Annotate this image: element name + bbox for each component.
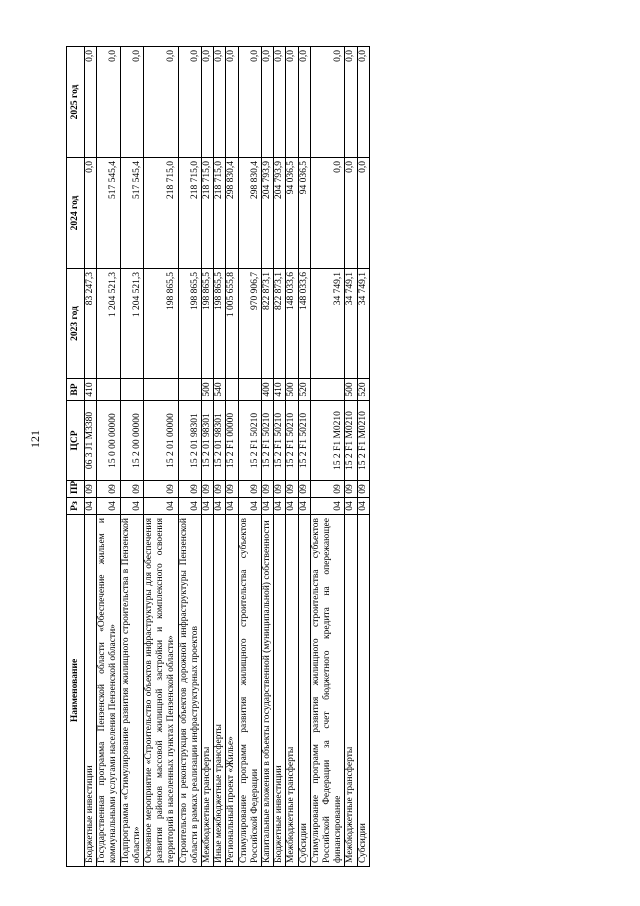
row-csr: 06 3 J1 M3380	[85, 401, 97, 481]
row-csr: 15 2 01 98301	[214, 401, 226, 481]
row-2024: 218 715,0	[202, 158, 214, 269]
row-vr	[97, 379, 120, 401]
row-name: Субсидии	[357, 515, 369, 867]
row-name: Бюджетные инвестиции	[274, 515, 286, 867]
table-row	[298, 47, 310, 867]
row-2025: 0,0	[120, 47, 143, 158]
row-csr: 15 2 F1 M0210	[310, 401, 345, 481]
row-vr: 410	[274, 379, 286, 401]
row-rz: 04	[310, 498, 345, 515]
row-csr: 15 2 F1 50210	[286, 401, 298, 481]
budget-table-page	[66, 47, 576, 867]
table-row	[262, 47, 274, 867]
row-vr: 500	[286, 379, 298, 401]
row-rz: 04	[97, 498, 120, 515]
row-name: Региональный проект «Жилье»	[226, 515, 238, 867]
row-pr: 09	[274, 481, 286, 498]
row-pr: 09	[202, 481, 214, 498]
row-2025: 0,0	[262, 47, 274, 158]
row-name: Стимулирование программ развития жилищного строительства субъектов Российской Федерации за счет бюджетного кредита на опережающее финансирование	[310, 515, 345, 867]
row-rz: 04	[178, 498, 201, 515]
row-2024: 298 830,4	[238, 158, 261, 269]
header-vr: ВР	[67, 379, 85, 401]
row-2023: 34 749,1	[357, 269, 369, 379]
row-rz: 04	[286, 498, 298, 515]
row-pr: 09	[345, 481, 357, 498]
row-csr: 15 2 01 98301	[178, 401, 201, 481]
row-2025: 0,0	[202, 47, 214, 158]
row-name: Межбюджетные трансферты	[286, 515, 298, 867]
table-row	[120, 47, 143, 867]
row-csr: 15 2 F1 M0210	[357, 401, 369, 481]
row-2024: 218 715,0	[144, 158, 179, 269]
row-rz: 04	[238, 498, 261, 515]
budget-table	[66, 46, 370, 867]
row-rz: 04	[345, 498, 357, 515]
row-2023: 148 033,6	[298, 269, 310, 379]
table-row	[202, 47, 214, 867]
row-pr: 09	[178, 481, 201, 498]
row-vr: 400	[262, 379, 274, 401]
table-row	[345, 47, 357, 867]
header-2023: 2023 год	[67, 269, 85, 379]
row-vr: 500	[202, 379, 214, 401]
row-rz: 04	[298, 498, 310, 515]
row-pr: 09	[85, 481, 97, 498]
row-2023: 1 204 521,3	[120, 269, 143, 379]
header-rz: Рз	[67, 498, 85, 515]
row-vr: 520	[357, 379, 369, 401]
row-2025: 0,0	[310, 47, 345, 158]
row-name: Основное мероприятие «Строительство объектов инфраструктуры для обеспечения развития районов массовой жилищной застройки и комплексного освоения территорий в населенных пунктах Пензенской области»	[144, 515, 179, 867]
row-csr: 15 2 F1 50210	[274, 401, 286, 481]
row-pr: 09	[238, 481, 261, 498]
row-2025: 0,0	[298, 47, 310, 158]
table-row	[310, 47, 345, 867]
row-pr: 09	[310, 481, 345, 498]
row-csr: 15 0 00 00000	[97, 401, 120, 481]
row-rz: 04	[357, 498, 369, 515]
row-name: Межбюджетные трансферты	[345, 515, 357, 867]
row-pr: 09	[144, 481, 179, 498]
row-2025: 0,0	[286, 47, 298, 158]
row-2023: 198 865,5	[202, 269, 214, 379]
row-2024: 517 545,4	[97, 158, 120, 269]
row-2025: 0,0	[226, 47, 238, 158]
row-name: Государственная программа Пензенской области «Обеспечение жильем и коммунальными услугами населения Пензенской области»	[97, 515, 120, 867]
row-rz: 04	[202, 498, 214, 515]
row-csr: 15 2 F1 M0210	[345, 401, 357, 481]
row-pr: 09	[97, 481, 120, 498]
row-pr: 09	[262, 481, 274, 498]
row-2024: 298 830,4	[226, 158, 238, 269]
row-2023: 970 906,7	[238, 269, 261, 379]
row-vr: 500	[345, 379, 357, 401]
row-name: Стимулирование программ развития жилищного строительства субъектов Российской Федерации	[238, 515, 261, 867]
row-vr	[238, 379, 261, 401]
row-vr	[120, 379, 143, 401]
table-row	[178, 47, 201, 867]
table-row	[226, 47, 238, 867]
row-csr: 15 2 00 00000	[120, 401, 143, 481]
row-vr: 540	[214, 379, 226, 401]
table-row	[144, 47, 179, 867]
row-2023: 198 865,5	[214, 269, 226, 379]
row-2024: 517 545,4	[120, 158, 143, 269]
row-csr: 15 2 F1 50210	[238, 401, 261, 481]
row-csr: 15 2 F1 00000	[226, 401, 238, 481]
row-2023: 198 865,5	[144, 269, 179, 379]
row-vr: 520	[298, 379, 310, 401]
row-2023: 1 204 521,3	[97, 269, 120, 379]
row-2025: 0,0	[274, 47, 286, 158]
row-rz: 04	[274, 498, 286, 515]
row-2023: 83 247,3	[85, 269, 97, 379]
row-2024: 0,0	[310, 158, 345, 269]
row-rz: 04	[85, 498, 97, 515]
row-2025: 0,0	[345, 47, 357, 158]
row-name: Межбюджетные трансферты	[202, 515, 214, 867]
table-row	[85, 47, 97, 867]
row-2024: 218 715,0	[214, 158, 226, 269]
header-2025: 2025 год	[67, 47, 85, 158]
row-vr	[144, 379, 179, 401]
row-vr: 410	[85, 379, 97, 401]
row-csr: 15 2 01 98301	[202, 401, 214, 481]
header-pr: ПР	[67, 481, 85, 498]
row-2023: 822 873,1	[262, 269, 274, 379]
row-name: Подпрограмма «Стимулирование развития жилищного строительства в Пензенской области»	[120, 515, 143, 867]
row-name: Иные межбюджетные трансферты	[214, 515, 226, 867]
row-2024: 204 793,9	[262, 158, 274, 269]
row-2025: 0,0	[178, 47, 201, 158]
row-pr: 09	[286, 481, 298, 498]
row-pr: 09	[226, 481, 238, 498]
row-2024: 94 036,5	[298, 158, 310, 269]
table-row	[274, 47, 286, 867]
row-pr: 09	[298, 481, 310, 498]
row-2023: 822 873,1	[274, 269, 286, 379]
row-csr: 15 2 F1 50210	[262, 401, 274, 481]
row-rz: 04	[214, 498, 226, 515]
table-row	[357, 47, 369, 867]
row-2024: 0,0	[357, 158, 369, 269]
row-name: Бюджетные инвестиции	[85, 515, 97, 867]
table-row	[214, 47, 226, 867]
header-2024: 2024 год	[67, 158, 85, 269]
table-row	[97, 47, 120, 867]
row-rz: 04	[226, 498, 238, 515]
row-2024: 0,0	[85, 158, 97, 269]
row-2025: 0,0	[357, 47, 369, 158]
row-csr: 15 2 F1 50210	[298, 401, 310, 481]
row-vr	[226, 379, 238, 401]
row-2025: 0,0	[144, 47, 179, 158]
row-pr: 09	[357, 481, 369, 498]
header-row	[67, 47, 85, 867]
row-vr	[178, 379, 201, 401]
row-2024: 0,0	[345, 158, 357, 269]
row-2024: 204 793,9	[274, 158, 286, 269]
row-2023: 148 033,6	[286, 269, 298, 379]
row-2023: 34 749,1	[345, 269, 357, 379]
row-2023: 198 865,5	[178, 269, 201, 379]
row-rz: 04	[120, 498, 143, 515]
header-name: Наименование	[67, 515, 85, 867]
row-pr: 09	[120, 481, 143, 498]
row-2025: 0,0	[214, 47, 226, 158]
row-rz: 04	[262, 498, 274, 515]
row-2024: 94 036,5	[286, 158, 298, 269]
page-number: 121	[28, 430, 42, 448]
table-row	[286, 47, 298, 867]
row-rz: 04	[144, 498, 179, 515]
row-2025: 0,0	[85, 47, 97, 158]
header-csr: ЦСР	[67, 401, 85, 481]
row-2025: 0,0	[238, 47, 261, 158]
row-2025: 0,0	[97, 47, 120, 158]
row-name: Строительство и реконструкция объектов дорожной инфраструктуры Пензенской области в рамках реализации инфраструктурных проектов	[178, 515, 201, 867]
row-csr: 15 2 01 00000	[144, 401, 179, 481]
row-pr: 09	[214, 481, 226, 498]
row-2024: 218 715,0	[178, 158, 201, 269]
table-row	[238, 47, 261, 867]
row-name: Капитальные вложения в объекты государственной (муниципальной) собственности	[262, 515, 274, 867]
row-2023: 34 749,1	[310, 269, 345, 379]
row-name: Субсидии	[298, 515, 310, 867]
row-vr	[310, 379, 345, 401]
row-2023: 1 005 655,8	[226, 269, 238, 379]
